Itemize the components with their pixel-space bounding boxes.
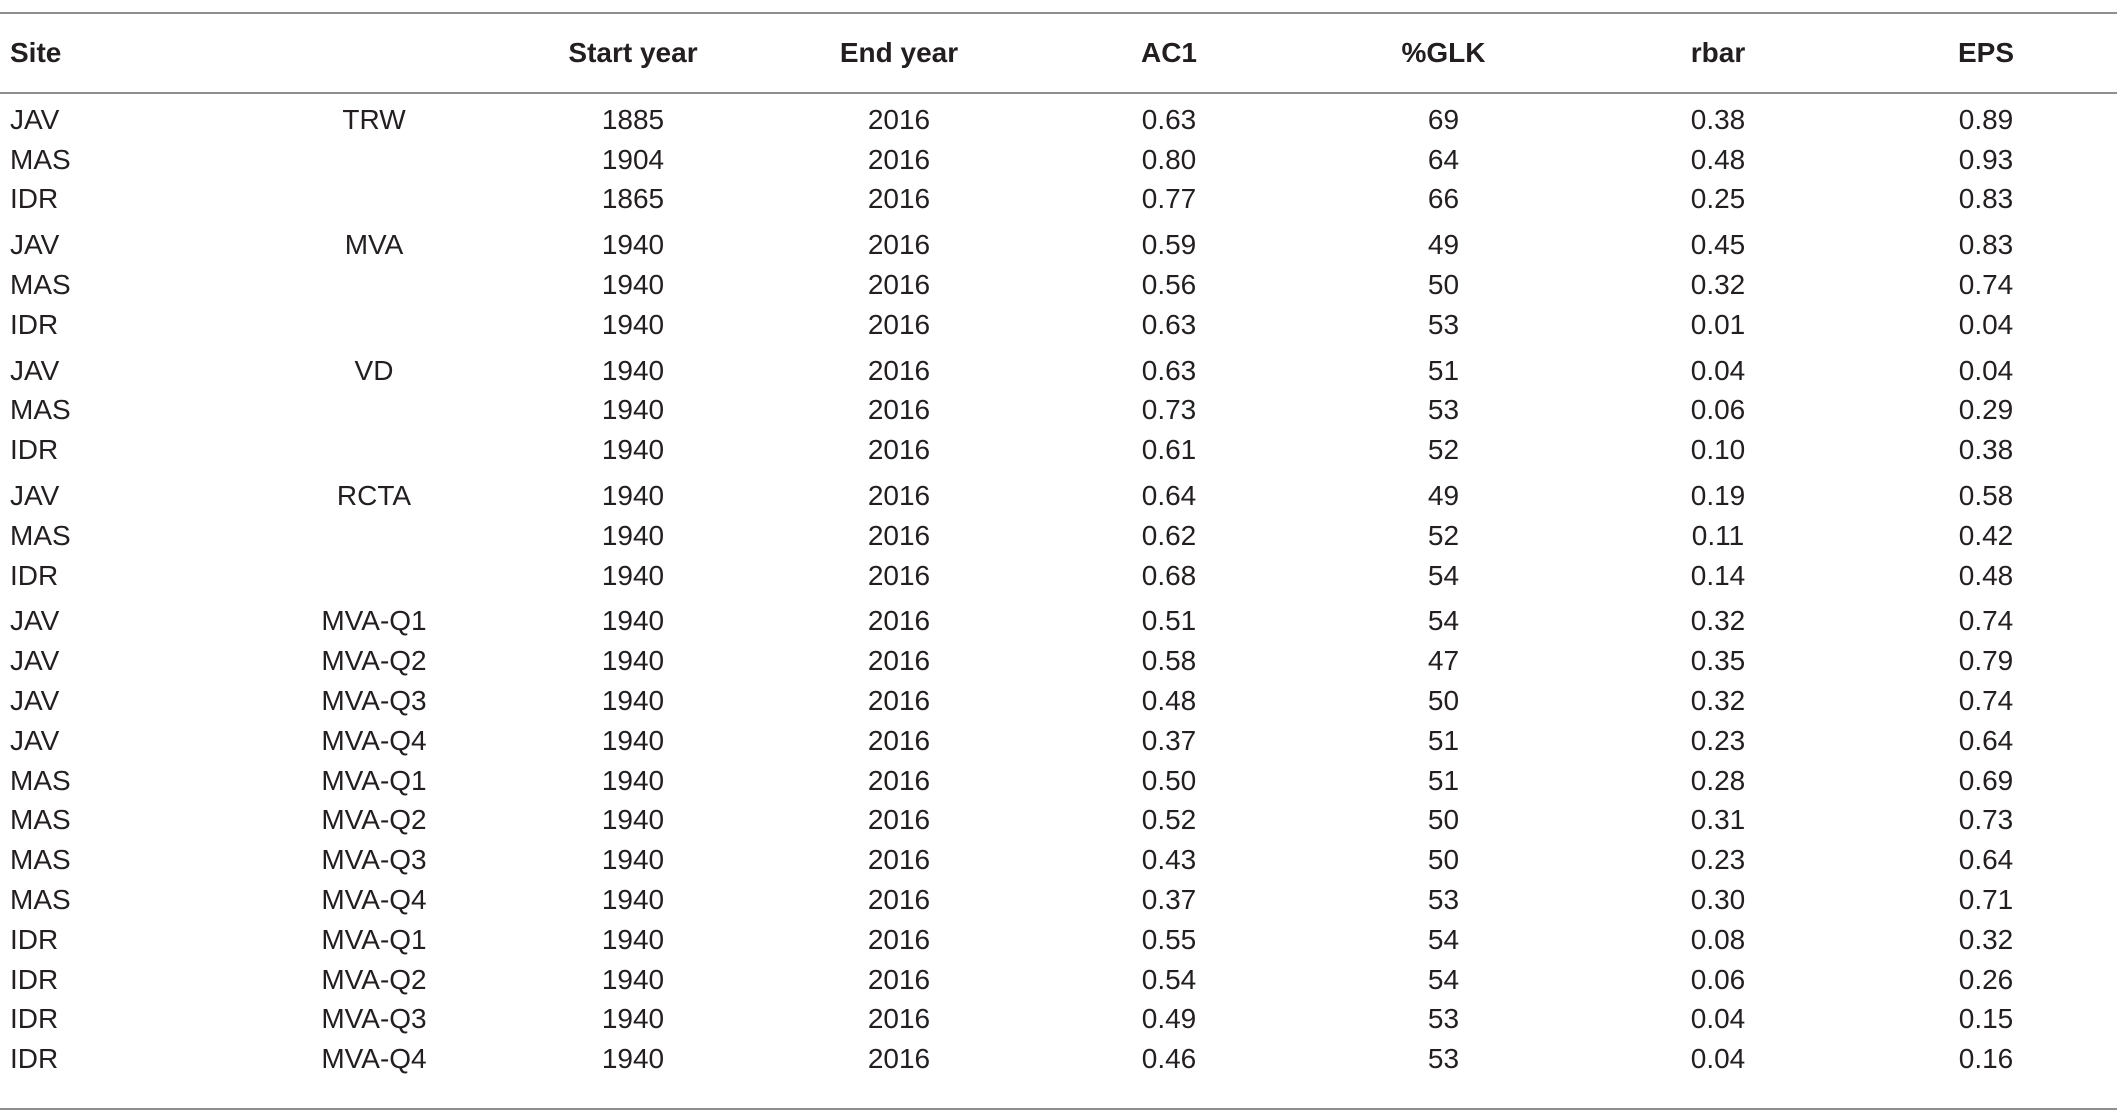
cell-start-year: 1885 — [601, 103, 665, 135]
cell-parameter: MVA-Q2 — [321, 804, 427, 836]
cell-rbar: 0.04 — [1690, 1003, 1746, 1035]
cell-glk: 54 — [1427, 963, 1460, 995]
cell-glk: 50 — [1427, 685, 1460, 717]
cell-ac1: 0.52 — [1141, 804, 1197, 836]
cell-eps: 0.48 — [1958, 559, 2014, 591]
table-row — [0, 345, 2117, 391]
header-start-year: Start year — [568, 37, 698, 68]
cell-ac1: 0.58 — [1141, 645, 1197, 677]
table-row — [0, 761, 2117, 801]
cell-end-year: 2016 — [867, 143, 931, 175]
cell-ac1: 0.63 — [1141, 354, 1197, 386]
cell-parameter — [248, 140, 500, 180]
table-row — [0, 721, 2117, 761]
cell-ac1: 0.68 — [1141, 559, 1197, 591]
cell-glk: 50 — [1427, 844, 1460, 876]
cell-rbar: 0.14 — [1690, 559, 1746, 591]
cell-parameter: MVA-Q1 — [321, 923, 427, 955]
table-row — [0, 1039, 2117, 1079]
cell-eps: 0.74 — [1958, 605, 2014, 637]
cell-eps: 0.89 — [1958, 103, 2014, 135]
cell-site: IDR — [10, 923, 59, 955]
cell-glk: 47 — [1427, 645, 1460, 677]
table-row — [0, 470, 2117, 516]
cell-eps: 0.42 — [1958, 519, 2014, 551]
cell-glk: 54 — [1427, 559, 1460, 591]
cell-start-year: 1940 — [601, 308, 665, 340]
cell-start-year: 1940 — [601, 963, 665, 995]
cell-site: IDR — [10, 1043, 59, 1075]
cell-ac1: 0.62 — [1141, 519, 1197, 551]
cell-site: MAS — [10, 884, 71, 916]
cell-end-year: 2016 — [867, 394, 931, 426]
cell-site: IDR — [10, 308, 59, 340]
cell-glk: 53 — [1427, 884, 1460, 916]
cell-rbar: 0.01 — [1690, 308, 1746, 340]
cell-start-year: 1940 — [601, 724, 665, 756]
cell-end-year: 2016 — [867, 685, 931, 717]
table-row — [0, 920, 2117, 960]
cell-eps: 0.15 — [1958, 1003, 2014, 1035]
cell-ac1: 0.56 — [1141, 269, 1197, 301]
cell-start-year: 1940 — [601, 764, 665, 796]
cell-ac1: 0.77 — [1141, 183, 1197, 215]
cell-site: JAV — [10, 724, 60, 756]
cell-start-year: 1940 — [601, 519, 665, 551]
cell-ac1: 0.63 — [1141, 308, 1197, 340]
cell-rbar: 0.28 — [1690, 764, 1746, 796]
table-row — [0, 641, 2117, 681]
cell-parameter: MVA-Q4 — [321, 884, 427, 916]
cell-parameter: MVA-Q4 — [321, 724, 427, 756]
cell-rbar: 0.32 — [1690, 685, 1746, 717]
cell-glk: 49 — [1427, 229, 1460, 261]
cell-rbar: 0.32 — [1690, 269, 1746, 301]
header-end-year: End year — [839, 37, 959, 68]
cell-rbar: 0.23 — [1690, 724, 1746, 756]
cell-parameter: RCTA — [336, 480, 412, 512]
table-row — [0, 180, 2117, 220]
cell-parameter: MVA-Q3 — [321, 1003, 427, 1035]
cell-ac1: 0.37 — [1141, 884, 1197, 916]
cell-rbar: 0.08 — [1690, 923, 1746, 955]
cell-rbar: 0.31 — [1690, 804, 1746, 836]
cell-site: MAS — [10, 519, 71, 551]
cell-start-year: 1940 — [601, 394, 665, 426]
cell-eps: 0.16 — [1958, 1043, 2014, 1075]
cell-end-year: 2016 — [867, 480, 931, 512]
cell-eps: 0.93 — [1958, 143, 2014, 175]
header-site: Site — [10, 37, 62, 68]
cell-parameter: VD — [354, 354, 394, 386]
cell-start-year: 1940 — [601, 434, 665, 466]
cell-site: MAS — [10, 804, 71, 836]
cell-rbar: 0.45 — [1690, 229, 1746, 261]
cell-eps: 0.04 — [1958, 354, 2014, 386]
cell-site: IDR — [10, 1003, 59, 1035]
cell-start-year: 1940 — [601, 480, 665, 512]
cell-start-year: 1940 — [601, 1043, 665, 1075]
cell-parameter — [248, 305, 500, 345]
cell-site: JAV — [10, 229, 60, 261]
cell-end-year: 2016 — [867, 1043, 931, 1075]
cell-parameter: MVA-Q2 — [321, 963, 427, 995]
cell-glk: 51 — [1427, 764, 1460, 796]
header-glk: %GLK — [1401, 37, 1486, 68]
table-header-row — [0, 14, 2117, 92]
cell-eps: 0.04 — [1958, 308, 2014, 340]
cell-end-year: 2016 — [867, 183, 931, 215]
cell-glk: 50 — [1427, 269, 1460, 301]
cell-site: MAS — [10, 764, 71, 796]
cell-site: JAV — [10, 605, 60, 637]
cell-ac1: 0.55 — [1141, 923, 1197, 955]
cell-glk: 66 — [1427, 183, 1460, 215]
cell-rbar: 0.06 — [1690, 394, 1746, 426]
cell-end-year: 2016 — [867, 884, 931, 916]
table-row — [0, 801, 2117, 841]
cell-glk: 54 — [1427, 605, 1460, 637]
cell-parameter: MVA — [344, 229, 404, 261]
cell-rbar: 0.19 — [1690, 480, 1746, 512]
cell-site: MAS — [10, 844, 71, 876]
cell-glk: 53 — [1427, 308, 1460, 340]
cell-start-year: 1940 — [601, 645, 665, 677]
cell-glk: 53 — [1427, 394, 1460, 426]
cell-end-year: 2016 — [867, 103, 931, 135]
cell-end-year: 2016 — [867, 1003, 931, 1035]
table-row — [0, 880, 2117, 920]
cell-end-year: 2016 — [867, 645, 931, 677]
cell-start-year: 1940 — [601, 269, 665, 301]
cell-parameter: MVA-Q3 — [321, 844, 427, 876]
cell-eps: 0.64 — [1958, 844, 2014, 876]
cell-start-year: 1904 — [601, 143, 665, 175]
cell-site: MAS — [10, 143, 71, 175]
cell-start-year: 1940 — [601, 559, 665, 591]
table-row — [0, 430, 2117, 470]
cell-site: JAV — [10, 480, 60, 512]
cell-parameter — [248, 430, 500, 470]
cell-start-year: 1940 — [601, 804, 665, 836]
table-row — [0, 960, 2117, 1000]
cell-start-year: 1940 — [601, 884, 665, 916]
cell-rbar: 0.38 — [1690, 103, 1746, 135]
cell-eps: 0.79 — [1958, 645, 2014, 677]
cell-end-year: 2016 — [867, 923, 931, 955]
cell-glk: 51 — [1427, 724, 1460, 756]
cell-end-year: 2016 — [867, 229, 931, 261]
cell-end-year: 2016 — [867, 963, 931, 995]
cell-site: JAV — [10, 354, 60, 386]
cell-eps: 0.71 — [1958, 884, 2014, 916]
cell-eps: 0.83 — [1958, 229, 2014, 261]
cell-ac1: 0.61 — [1141, 434, 1197, 466]
table-body — [0, 92, 2117, 1079]
cell-site: MAS — [10, 269, 71, 301]
table-row — [0, 219, 2117, 265]
cell-start-year: 1940 — [601, 229, 665, 261]
table-row — [0, 1000, 2117, 1040]
cell-parameter: MVA-Q3 — [321, 685, 427, 717]
cell-rbar: 0.48 — [1690, 143, 1746, 175]
cell-site: JAV — [10, 645, 60, 677]
cell-start-year: 1940 — [601, 1003, 665, 1035]
cell-parameter — [248, 265, 500, 305]
cell-parameter — [248, 516, 500, 556]
cell-glk: 52 — [1427, 434, 1460, 466]
cell-eps: 0.29 — [1958, 394, 2014, 426]
cell-eps: 0.74 — [1958, 269, 2014, 301]
cell-rbar: 0.35 — [1690, 645, 1746, 677]
cell-ac1: 0.51 — [1141, 605, 1197, 637]
cell-site: IDR — [10, 183, 59, 215]
cell-end-year: 2016 — [867, 605, 931, 637]
table-row — [0, 391, 2117, 431]
table-row — [0, 265, 2117, 305]
cell-rbar: 0.30 — [1690, 884, 1746, 916]
cell-ac1: 0.48 — [1141, 685, 1197, 717]
cell-ac1: 0.43 — [1141, 844, 1197, 876]
cell-end-year: 2016 — [867, 269, 931, 301]
cell-end-year: 2016 — [867, 559, 931, 591]
cell-end-year: 2016 — [867, 434, 931, 466]
cell-start-year: 1940 — [601, 685, 665, 717]
cell-parameter — [248, 180, 500, 220]
cell-end-year: 2016 — [867, 308, 931, 340]
cell-eps: 0.38 — [1958, 434, 2014, 466]
cell-glk: 53 — [1427, 1003, 1460, 1035]
cell-glk: 64 — [1427, 143, 1460, 175]
cell-rbar: 0.23 — [1690, 844, 1746, 876]
table-row — [0, 840, 2117, 880]
cell-end-year: 2016 — [867, 844, 931, 876]
cell-site: MAS — [10, 394, 71, 426]
cell-parameter — [248, 391, 500, 431]
cell-eps: 0.58 — [1958, 480, 2014, 512]
cell-site: IDR — [10, 963, 59, 995]
cell-eps: 0.26 — [1958, 963, 2014, 995]
cell-parameter: TRW — [342, 103, 406, 135]
table-row — [0, 92, 2117, 140]
cell-parameter — [248, 556, 500, 596]
cell-parameter: MVA-Q1 — [321, 605, 427, 637]
cell-glk: 52 — [1427, 519, 1460, 551]
header-ac1: AC1 — [1140, 37, 1197, 68]
cell-eps: 0.64 — [1958, 724, 2014, 756]
table-row — [0, 596, 2117, 642]
cell-ac1: 0.37 — [1141, 724, 1197, 756]
cell-glk: 54 — [1427, 923, 1460, 955]
cell-rbar: 0.25 — [1690, 183, 1746, 215]
chronology-statistics-table — [0, 14, 2117, 1079]
cell-start-year: 1865 — [601, 183, 665, 215]
cell-parameter: MVA-Q4 — [321, 1043, 427, 1075]
cell-rbar: 0.04 — [1690, 1043, 1746, 1075]
cell-end-year: 2016 — [867, 764, 931, 796]
cell-end-year: 2016 — [867, 724, 931, 756]
cell-glk: 51 — [1427, 354, 1460, 386]
cell-rbar: 0.06 — [1690, 963, 1746, 995]
table-row — [0, 516, 2117, 556]
cell-ac1: 0.63 — [1141, 103, 1197, 135]
cell-start-year: 1940 — [601, 605, 665, 637]
cell-ac1: 0.59 — [1141, 229, 1197, 261]
cell-glk: 69 — [1427, 103, 1460, 135]
cell-glk: 50 — [1427, 804, 1460, 836]
cell-ac1: 0.49 — [1141, 1003, 1197, 1035]
cell-site: IDR — [10, 434, 59, 466]
table-row — [0, 556, 2117, 596]
cell-rbar: 0.04 — [1690, 354, 1746, 386]
cell-parameter: MVA-Q1 — [321, 764, 427, 796]
table-row — [0, 681, 2117, 721]
cell-parameter: MVA-Q2 — [321, 645, 427, 677]
cell-ac1: 0.54 — [1141, 963, 1197, 995]
cell-rbar: 0.10 — [1690, 434, 1746, 466]
cell-ac1: 0.73 — [1141, 394, 1197, 426]
cell-ac1: 0.50 — [1141, 764, 1197, 796]
table-row — [0, 140, 2117, 180]
cell-start-year: 1940 — [601, 844, 665, 876]
cell-eps: 0.32 — [1958, 923, 2014, 955]
cell-end-year: 2016 — [867, 519, 931, 551]
cell-site: IDR — [10, 559, 59, 591]
cell-eps: 0.74 — [1958, 685, 2014, 717]
cell-end-year: 2016 — [867, 804, 931, 836]
cell-eps: 0.73 — [1958, 804, 2014, 836]
header-parameter — [248, 14, 500, 92]
cell-glk: 53 — [1427, 1043, 1460, 1075]
cell-eps: 0.83 — [1958, 183, 2014, 215]
cell-start-year: 1940 — [601, 354, 665, 386]
cell-site: JAV — [10, 685, 60, 717]
table-row — [0, 305, 2117, 345]
cell-ac1: 0.80 — [1141, 143, 1197, 175]
cell-ac1: 0.64 — [1141, 480, 1197, 512]
cell-rbar: 0.11 — [1691, 519, 1745, 551]
cell-end-year: 2016 — [867, 354, 931, 386]
cell-rbar: 0.32 — [1690, 605, 1746, 637]
cell-site: JAV — [10, 103, 60, 135]
cell-start-year: 1940 — [601, 923, 665, 955]
header-rbar: rbar — [1690, 37, 1746, 68]
cell-glk: 49 — [1427, 480, 1460, 512]
cell-ac1: 0.46 — [1141, 1043, 1197, 1075]
table-bottom-rule — [0, 1108, 2117, 1110]
cell-eps: 0.69 — [1958, 764, 2014, 796]
header-eps: EPS — [1957, 37, 2015, 68]
